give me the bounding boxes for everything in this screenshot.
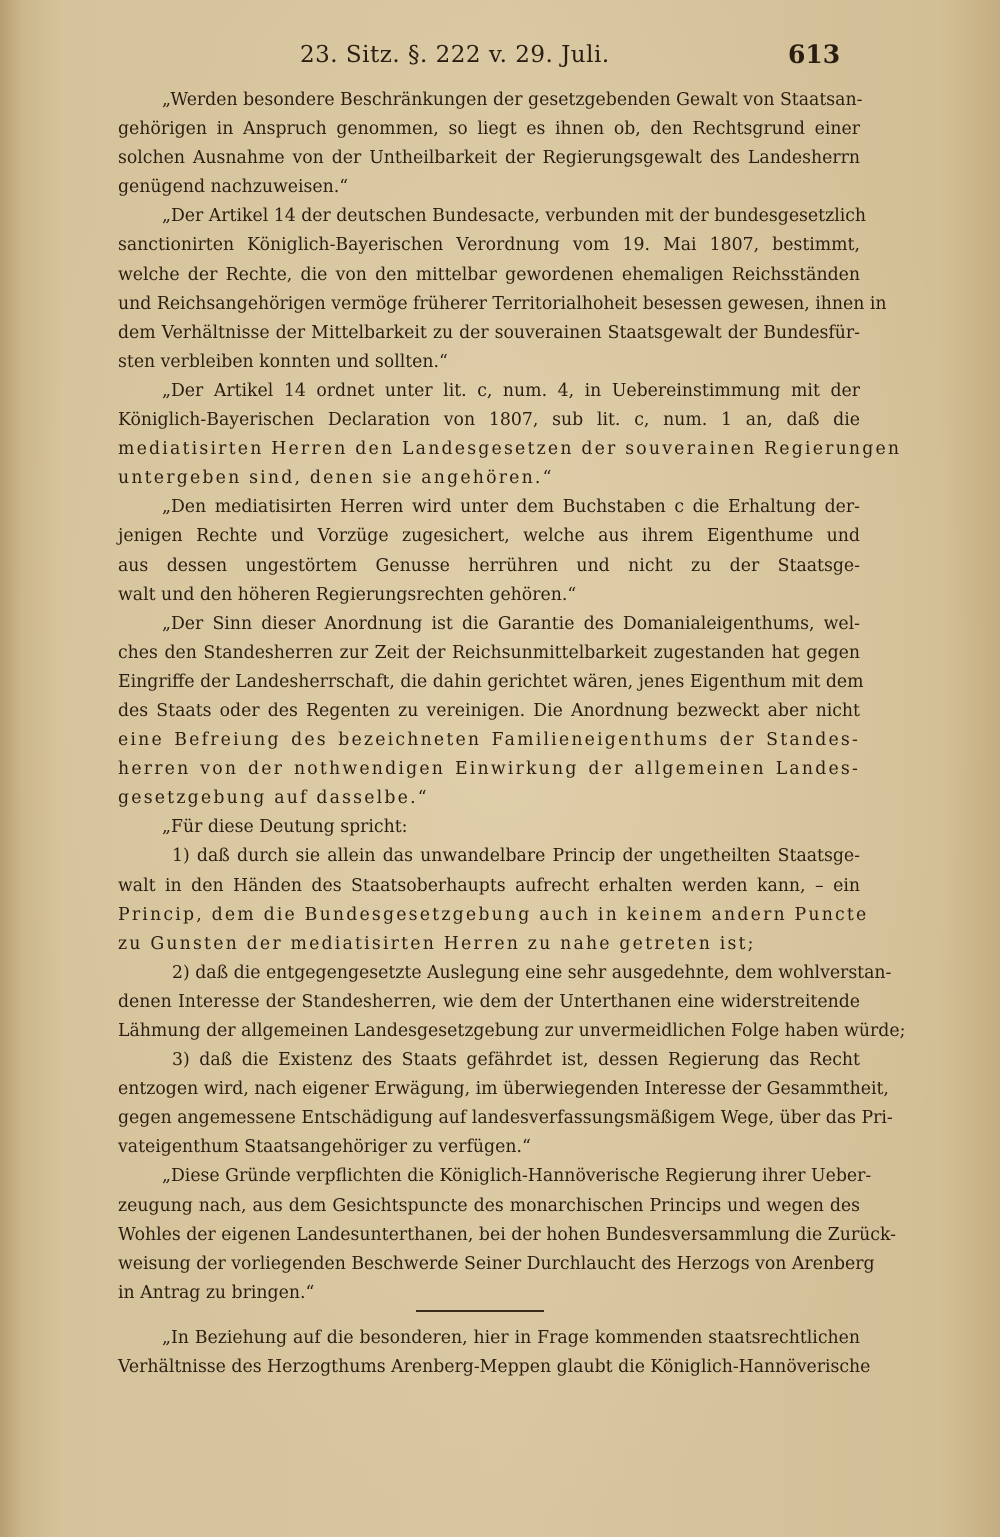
text-line: zu Gunsten der mediatisirten Herren zu nahe getreten ist; <box>118 933 756 954</box>
running-head: 23. Sitz. §. 222 v. 29. Juli. <box>300 42 610 68</box>
paragraph <box>118 1162 896 1307</box>
text-line: genügend nachzuweisen.“ <box>118 177 349 198</box>
page-header <box>0 40 1000 80</box>
list-item <box>118 1046 893 1162</box>
text-line: „Werden besondere Beschränkungen der gesetzgebenden Gewalt von Staatsan- <box>162 90 863 110</box>
paragraph <box>118 813 860 842</box>
text-line: jenigen Rechte und Vorzüge zugesichert, welche aus ihrem Eigenthume und <box>118 526 860 547</box>
text-line: Lähmung der allgemeinen Landesgesetzgebung zur unvermeidlichen Folge haben würde; <box>118 1021 906 1041</box>
text-line: „Der Sinn dieser Anordnung ist die Garantie des Domanialeigenthums, wel- <box>162 613 860 634</box>
text-line: „Den mediatisirten Herren wird unter dem Buchstaben c die Erhaltung der- <box>162 497 860 518</box>
text-line: Eingriffe der Landesherrschaft, die dahin gerichtet wären, jenes Eigenthum mit dem <box>118 671 864 692</box>
text-line: gehörigen in Anspruch genommen, so liegt es ihnen ob, den Rechtsgrund einer <box>118 119 860 140</box>
paragraph <box>118 493 860 609</box>
text-line: eine Befreiung des bezeichneten Familieneigenthums der Standes- <box>118 730 860 751</box>
paragraph <box>118 202 887 377</box>
text-line: Königlich-Bayerischen Declaration von 1807, sub lit. c, num. 1 an, daß die <box>118 410 860 431</box>
text-line: des Staats oder des Regenten zu vereinigen. Die Anordnung bezweckt aber nicht <box>118 700 860 721</box>
text-line: zeugung nach, aus dem Gesichtspuncte des monarchischen Princips und wegen des <box>118 1195 860 1216</box>
text-line: dem Verhältnisse der Mittelbarkeit zu der souverainen Staatsgewalt der Bundesfür- <box>118 322 860 343</box>
text-line: entzogen wird, nach eigener Erwägung, im überwiegenden Interesse der Gesammtheit, <box>118 1079 889 1100</box>
text-line: Princip, dem die Bundesgesetzgebung auch in keinem andern Puncte <box>118 904 869 925</box>
list-item <box>118 959 906 1046</box>
text-line: sten verbleiben konnten und sollten.“ <box>118 351 448 372</box>
text-line: „Für diese Deutung spricht: <box>162 817 408 838</box>
text-line: gesetzgebung auf dasselbe.“ <box>118 788 429 809</box>
text-line: sanctionirten Königlich-Bayerischen Verordnung vom 19. Mai 1807, bestimmt, <box>118 235 860 256</box>
text-line: vateigenthum Staatsangehöriger zu verfügen.“ <box>118 1137 531 1158</box>
text-line: „Der Artikel 14 der deutschen Bundesacte, verbunden mit der bundesgesetzlich <box>162 206 867 227</box>
text-line: walt in den Händen des Staatsoberhaupts aufrecht erhalten werden kann, – ein <box>118 875 860 896</box>
text-line: herren von der nothwendigen Einwirkung der allgemeinen Landes- <box>118 759 860 780</box>
paragraph <box>118 377 902 493</box>
text-line: ches den Standesherren zur Zeit der Reichsunmittelbarkeit zugestanden hat gegen <box>118 642 860 663</box>
text-line: denen Interesse der Standesherren, wie dem der Unterthanen eine widerstreitende <box>118 991 860 1012</box>
text-line: „Der Artikel 14 ordnet unter lit. c, num. 4, in Uebereinstimmung mit der <box>162 380 860 401</box>
text-line: Verhältnisse des Herzogthums Arenberg-Meppen glaubt die Königlich-Hannöverische <box>118 1357 871 1378</box>
page-number: 613 <box>788 40 841 69</box>
text-line: untergeben sind, denen sie angehören.“ <box>118 468 554 489</box>
text-line: mediatisirten Herren den Landesgesetzen der souverainen Regierungen <box>118 439 902 460</box>
paragraph <box>118 610 864 814</box>
text-line: gegen angemessene Entschädigung auf landesverfassungsmäßigem Wege, über das Pri- <box>118 1108 893 1129</box>
text-line: „In Beziehung auf die besonderen, hier in Frage kommenden staatsrechtlichen <box>162 1328 860 1348</box>
text-line: solchen Ausnahme von der Untheilbarkeit der Regierungsgewalt des Landesherrn <box>118 148 860 169</box>
paragraph <box>118 1324 871 1382</box>
text-line: in Antrag zu bringen.“ <box>118 1282 315 1303</box>
text-line: aus dessen ungestörtem Genusse herrühren und nicht zu der Staatsge- <box>118 555 860 576</box>
body-text <box>118 86 906 1308</box>
text-line: Wohles der eigenen Landesunterthanen, bei der hohen Bundesversammlung die Zurück- <box>118 1224 896 1245</box>
text-line: weisung der vorliegenden Beschwerde Seiner Durchlaucht des Herzogs von Arenberg <box>118 1253 875 1274</box>
list-item <box>118 842 869 958</box>
text-line: walt und den höheren Regierungsrechten gehören.“ <box>118 584 577 605</box>
text-line: „Diese Gründe verpflichten die Königlich-Hannöverische Regierung ihrer Ueber- <box>162 1166 872 1187</box>
section-divider <box>416 1310 544 1312</box>
text-line: 1) daß durch sie allein das unwandelbare Princip der ungetheilten Staatsge- <box>172 846 860 867</box>
paragraph <box>118 86 863 202</box>
text-line: welche der Rechte, die von den mittelbar gewordenen ehemaligen Reichsständen <box>118 264 860 285</box>
text-line: und Reichsangehörigen vermöge früherer Territorialhoheit besessen gewesen, ihnen in <box>118 293 887 314</box>
text-line: 3) daß die Existenz des Staats gefährdet ist, dessen Regierung das Recht <box>172 1050 860 1071</box>
text-line: 2) daß die entgegengesetzte Auslegung eine sehr ausgedehnte, dem wohlverstan- <box>172 962 892 983</box>
body-text-continued <box>118 1324 871 1382</box>
